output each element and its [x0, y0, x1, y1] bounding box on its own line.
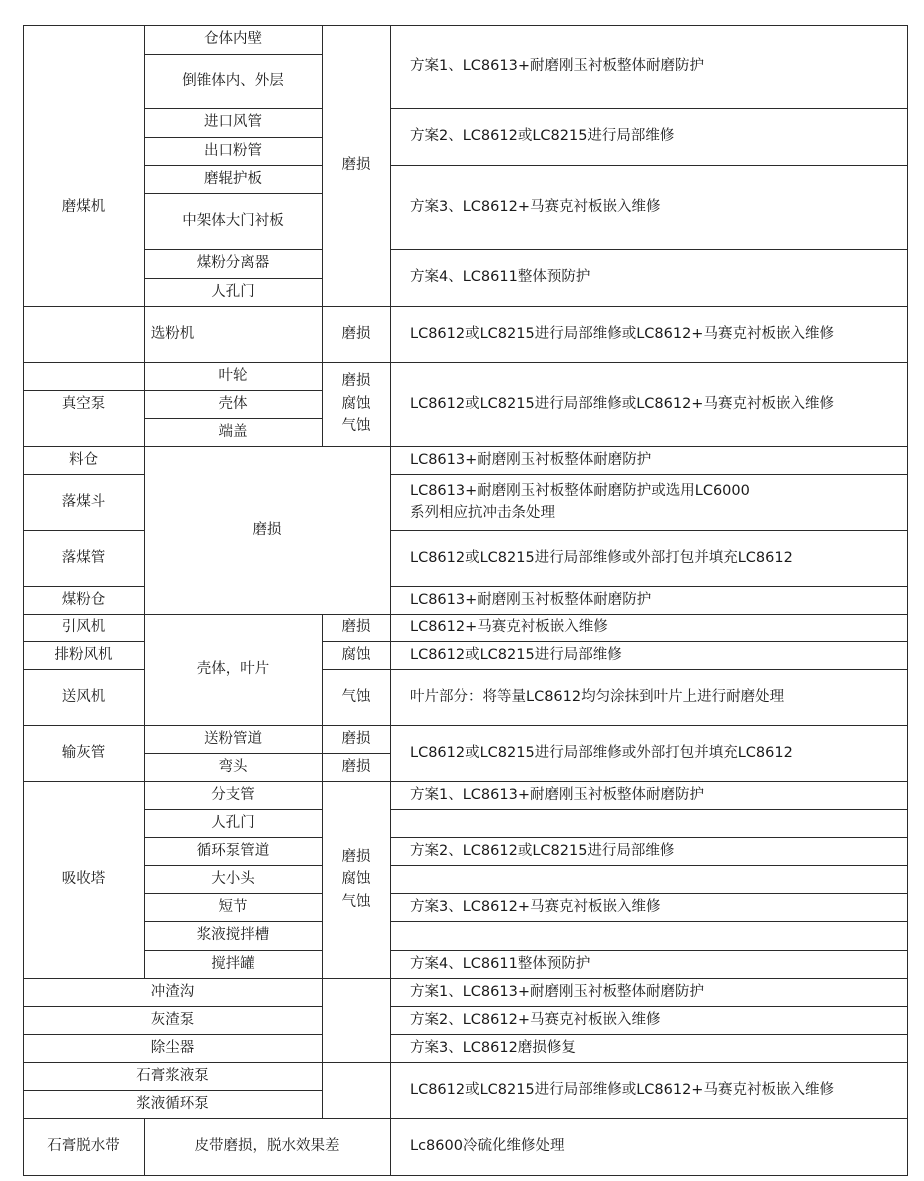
equipment-cell: 石膏浆液泵	[136, 1067, 209, 1084]
solution-cell: LC8612或LC8215进行局部维修或LC8612+马赛克衬板嵌入维修	[410, 325, 834, 342]
part-cell: 进口风管	[204, 114, 262, 131]
equipment-cell: 煤粉仓	[61, 591, 106, 608]
solution-cell: 方案1、LC8613+耐磨刚玉衬板整体耐磨防护	[410, 983, 704, 1000]
part-cell: 浆液搅拌槽	[196, 927, 270, 944]
cell-border	[323, 1063, 391, 1119]
equipment-cell: 料仓	[69, 451, 98, 468]
part-cell: 壳体，叶片	[196, 661, 270, 678]
solution-cell: LC8613+耐磨刚玉衬板整体耐磨防护	[410, 591, 652, 608]
damage-type-cell: 磨损 腐蚀 气蚀	[341, 373, 371, 435]
equipment-cell: 冲渣沟	[150, 983, 195, 1000]
solution-cell: 方案4、LC8611整体预防护	[410, 269, 591, 286]
equipment-cell: 排粉风机	[54, 646, 113, 663]
part-cell: 大小头	[211, 870, 255, 887]
solution-cell: 方案3、LC8612+马赛克衬板嵌入维修	[410, 198, 661, 215]
damage-type-cell: 腐蚀	[341, 646, 371, 663]
equipment-cell: 磨煤机	[61, 199, 106, 216]
solution-cell: LC8612或LC8215进行局部维修或外部打包并填充LC8612	[410, 744, 793, 761]
solution-cell: LC8612+马赛克衬板嵌入维修	[410, 619, 608, 636]
part-cell: 搅拌罐	[211, 955, 255, 972]
equipment-cell: 送风机	[61, 688, 106, 705]
cell-border	[391, 866, 908, 894]
equipment-cell: 灰渣泵	[150, 1011, 195, 1028]
part-cell: 皮带磨损，脱水效果差	[194, 1138, 340, 1155]
cell-border	[391, 810, 908, 838]
damage-type-cell: 磨损	[341, 619, 371, 636]
equipment-cell: 输灰管	[61, 744, 106, 761]
damage-type-cell: 气蚀	[341, 688, 371, 705]
damage-type-cell: 磨损	[341, 325, 371, 342]
solution-cell: LC8612或LC8215进行局部维修或LC8612+马赛克衬板嵌入维修	[410, 395, 834, 412]
part-cell: 送粉管道	[204, 730, 262, 747]
solution-cell: 方案4、LC8611整体预防护	[410, 955, 591, 972]
cell-border	[323, 979, 391, 1063]
solution-cell: 方案2、LC8612或LC8215进行局部维修	[410, 842, 675, 859]
equipment-cell: 浆液循环泵	[136, 1095, 209, 1112]
damage-type-cell: 磨损	[252, 521, 282, 538]
damage-type-cell: 磨损 腐蚀 气蚀	[341, 848, 371, 910]
part-cell: 人孔门	[211, 283, 255, 300]
equipment-cell: 落煤斗	[61, 493, 106, 510]
part-cell: 仓体内壁	[204, 31, 262, 48]
solution-cell: LC8612或LC8215进行局部维修	[410, 646, 622, 663]
part-cell: 叶轮	[218, 367, 248, 384]
part-cell: 中架体大门衬板	[182, 212, 284, 229]
equipment-cell: 选粉机	[150, 325, 195, 342]
equipment-cell: 石膏脱水带	[47, 1138, 120, 1155]
solution-cell: 方案2、LC8612+马赛克衬板嵌入维修	[410, 1011, 661, 1028]
damage-type-cell: 磨损	[341, 157, 371, 174]
part-cell: 短节	[218, 898, 248, 915]
part-cell: 分支管	[211, 786, 255, 803]
part-cell: 端盖	[218, 423, 248, 440]
equipment-cell: 真空泵	[61, 395, 106, 412]
equipment-cell: 除尘器	[150, 1039, 195, 1056]
part-cell: 弯头	[218, 758, 248, 775]
part-cell: 煤粉分离器	[196, 255, 270, 272]
solution-cell: 方案2、LC8612或LC8215进行局部维修	[410, 128, 675, 145]
solution-cell: LC8613+耐磨刚玉衬板整体耐磨防护	[410, 451, 652, 468]
solution-cell: LC8612或LC8215进行局部维修或外部打包并填充LC8612	[410, 549, 793, 566]
solution-cell: 叶片部分：将等量LC8612均匀涂抹到叶片上进行耐磨处理	[410, 688, 785, 705]
part-cell: 人孔门	[211, 814, 255, 831]
damage-type-cell: 磨损	[341, 758, 371, 775]
equipment-cell: 落煤管	[61, 549, 106, 566]
part-cell: 磨辊护板	[204, 170, 262, 187]
solution-cell: 方案1、LC8613+耐磨刚玉衬板整体耐磨防护	[410, 58, 704, 75]
solution-cell: 方案3、LC8612+马赛克衬板嵌入维修	[410, 898, 661, 915]
part-cell: 循环泵管道	[196, 842, 270, 859]
part-cell: 壳体	[218, 395, 248, 412]
solution-cell: 方案1、LC8613+耐磨刚玉衬板整体耐磨防护	[410, 786, 704, 803]
part-cell: 出口粉管	[204, 142, 262, 159]
solution-cell: LC8612或LC8215进行局部维修或LC8612+马赛克衬板嵌入维修	[410, 1081, 834, 1098]
cell-border	[391, 922, 908, 951]
equipment-cell: 吸收塔	[61, 871, 106, 888]
equipment-cell: 引风机	[61, 619, 106, 636]
solution-cell: Lc8600冷硫化维修处理	[410, 1138, 565, 1155]
solution-cell: LC8613+耐磨刚玉衬板整体耐磨防护或选用LC6000 系列相应抗冲击条处理	[410, 482, 750, 521]
part-cell: 倒锥体内、外层	[182, 72, 284, 89]
damage-type-cell: 磨损	[341, 730, 371, 747]
solution-cell: 方案3、LC8612磨损修复	[410, 1039, 576, 1056]
